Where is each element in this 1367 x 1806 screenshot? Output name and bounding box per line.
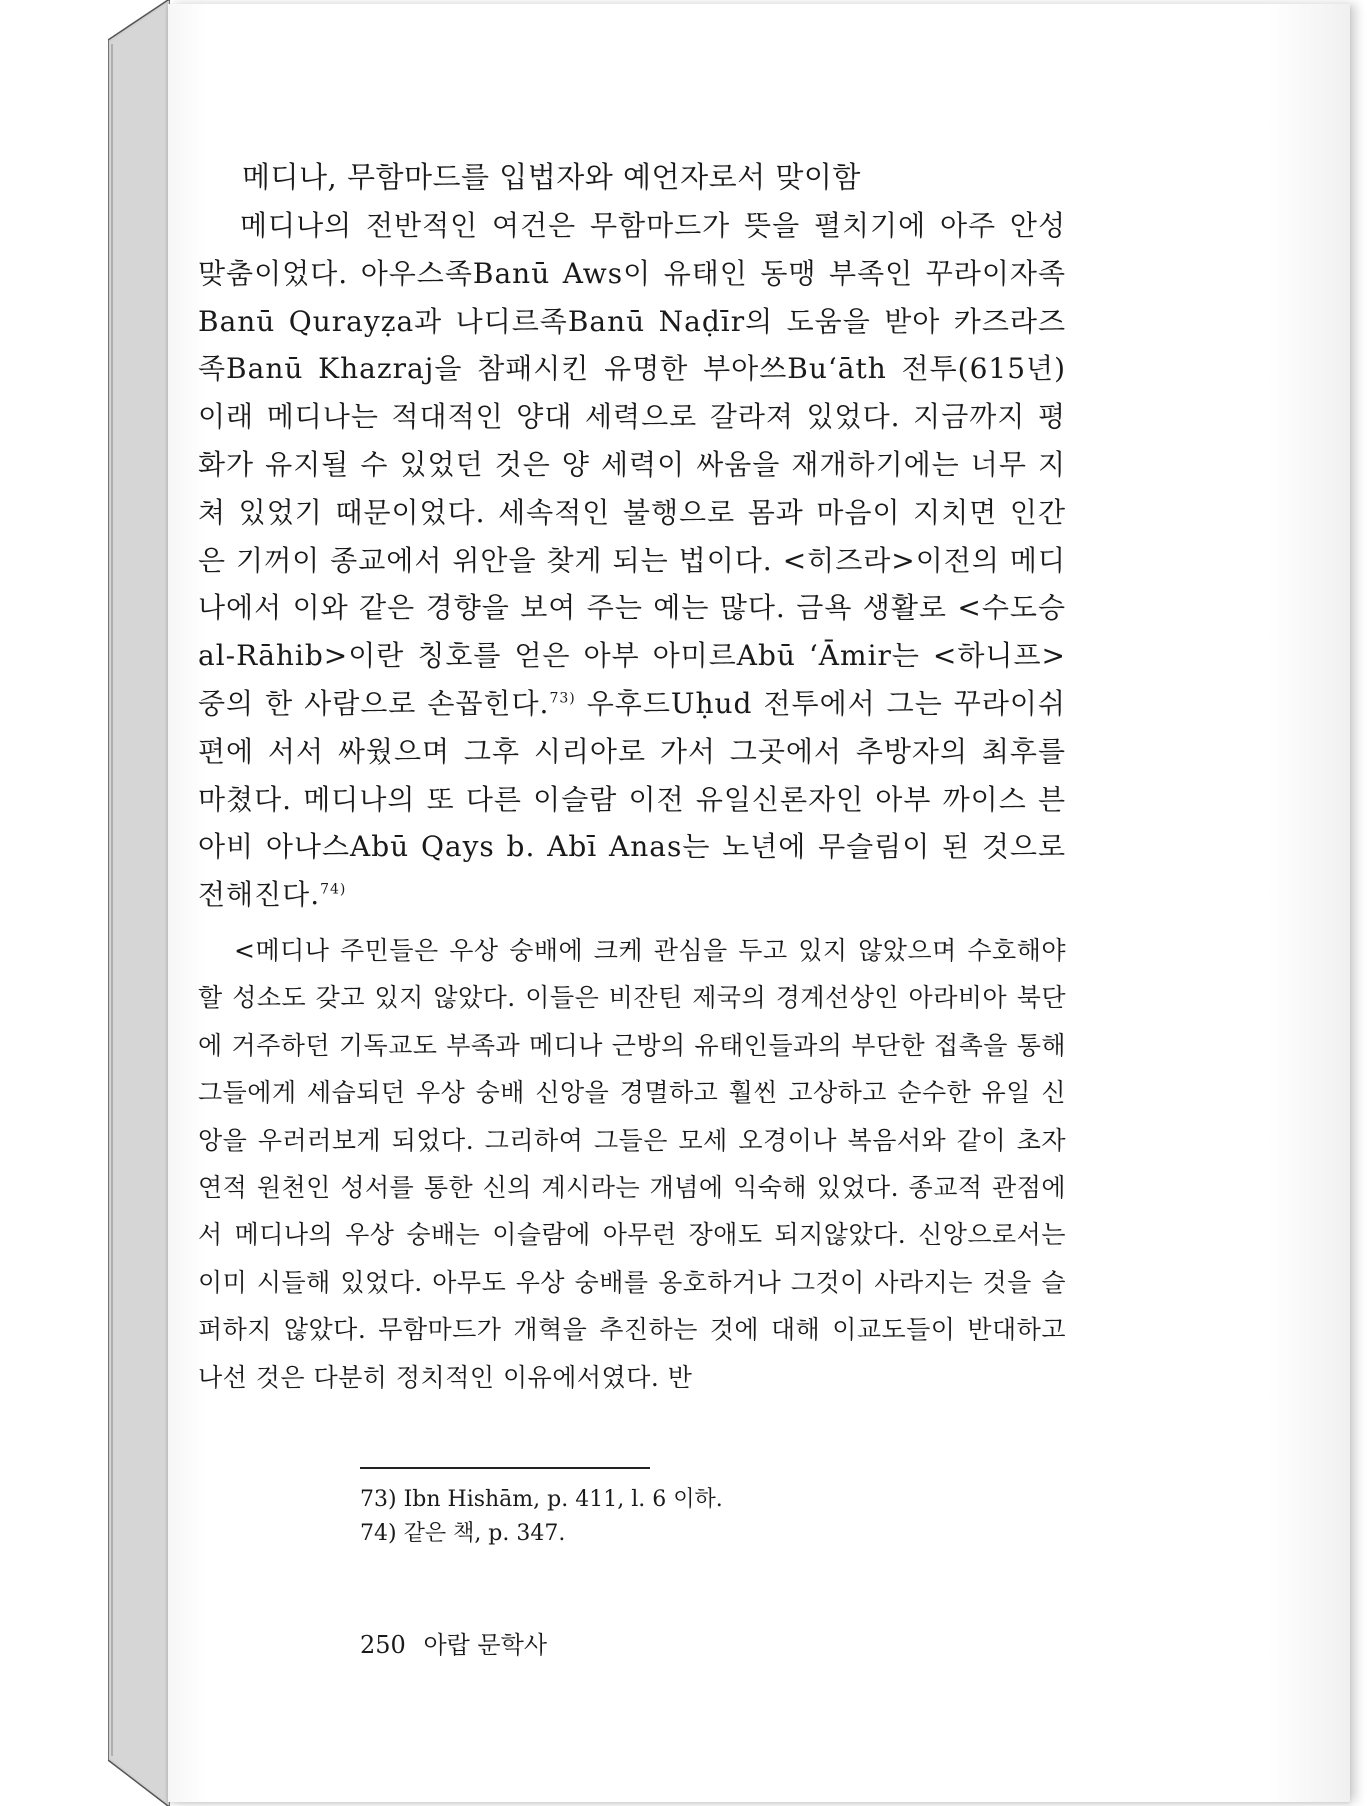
section-heading: 메디나, 무함마드를 입법자와 예언자로서 맞이함: [242, 160, 861, 194]
footnote-74: 74) 같은 책, p. 347.: [360, 1521, 566, 1546]
paragraph-2: <메디나 주민들은 우상 숭배에 크케 관심을 두고 있지 않았으며 수호해야 할 성소도 갖고 있지 않았다. 이들은 비잔틴 제국의 경계선상인 아라비아 북단에 거주하던 기독교도 부족과 메디나 근방의 유태인들과의 부단한 접촉을 통해 그들에게 세습되던 우상 숭배 신앙을 경멸하고 훨씬 고상하고 순수한 유일 신앙을 우러러보게 되었다. 그리하여 그들은 모세 오경이나 복음서와 같이 초자연적 원천인 성서를 통한 신의 계시라는 개념에 익숙해 있었다. 종교적 관점에서 메디나의 우상 숭배는 이슬람에 아무런 장애도 되지않았다. 신앙으로서는 이미 시들해 있었다. 아무도 우상 숭배를 옹호하거나 그것이 사라지는 것을 슬퍼하지 않았다. 무함마드가 개혁을 추진하는 것에 대해 이교도들이 반대하고 나선 것은 다분히 정치적인 이유에서였다. 반: [198, 935, 1066, 1392]
footnote-divider: [360, 1467, 650, 1469]
footnote-ref-74: 74): [320, 881, 347, 898]
book-spine: [108, 0, 170, 1806]
running-title: 아랍 문학사: [423, 1631, 548, 1659]
footnotes: [360, 1483, 1060, 1551]
footnote-ref-73: 73): [549, 690, 576, 707]
paragraph-1-text-b: 우후드Uḥud 전투에서 그는 꾸라이쉬편에 서서 싸웠으며 그후 시리아로 가서 그곳에서 추방자의 최후를 마쳤다. 메디나의 또 다른 이슬람 이전 유일신론자인 아부 까이스 븐 아비 아나스Abū Qays b. Abī Anas는 노년에 무슬림이 된 것으로 전해진다.: [198, 686, 1066, 912]
paragraph-1: [198, 202, 1066, 919]
footnote-73: 73) Ibn Hishām, p. 411, l. 6 이하.: [360, 1487, 723, 1512]
page-content: [198, 158, 1066, 1401]
paragraph-1-text-a: 메디나의 전반적인 여건은 무함마드가 뜻을 펼치기에 아주 안성맞춤이었다. 아우스족Banū Aws이 유태인 동맹 부족인 꾸라이자족Banū Qurayẓa과 나디르족Banū Naḍīr의 도움을 받아 카즈라즈족Banū Khazraj을 참패시킨 유명한 부아쓰Bu‘āth 전투(615년)이래 메디나는 적대적인 양대 세력으로 갈라져 있었다. 지금까지 평화가 유지될 수 있었던 것은 양 세력이 싸움을 재개하기에는 너무 지쳐 있었기 때문이었다. 세속적인 불행으로 몸과 마음이 지치면 인간은 기꺼이 종교에서 위안을 찾게 되는 법이다. <히즈라>이전의 메디나에서 이와 같은 경향을 보여 주는 예는 많다. 금욕 생활로 <수도승al-Rāhib>이란 칭호를 얻은 아부 아미르Abū ‘Āmir는 <하니프> 중의 한 사람으로 손꼽힌다.: [198, 209, 1066, 720]
page-number: 250: [360, 1631, 406, 1659]
page-footer: [360, 1630, 547, 1660]
